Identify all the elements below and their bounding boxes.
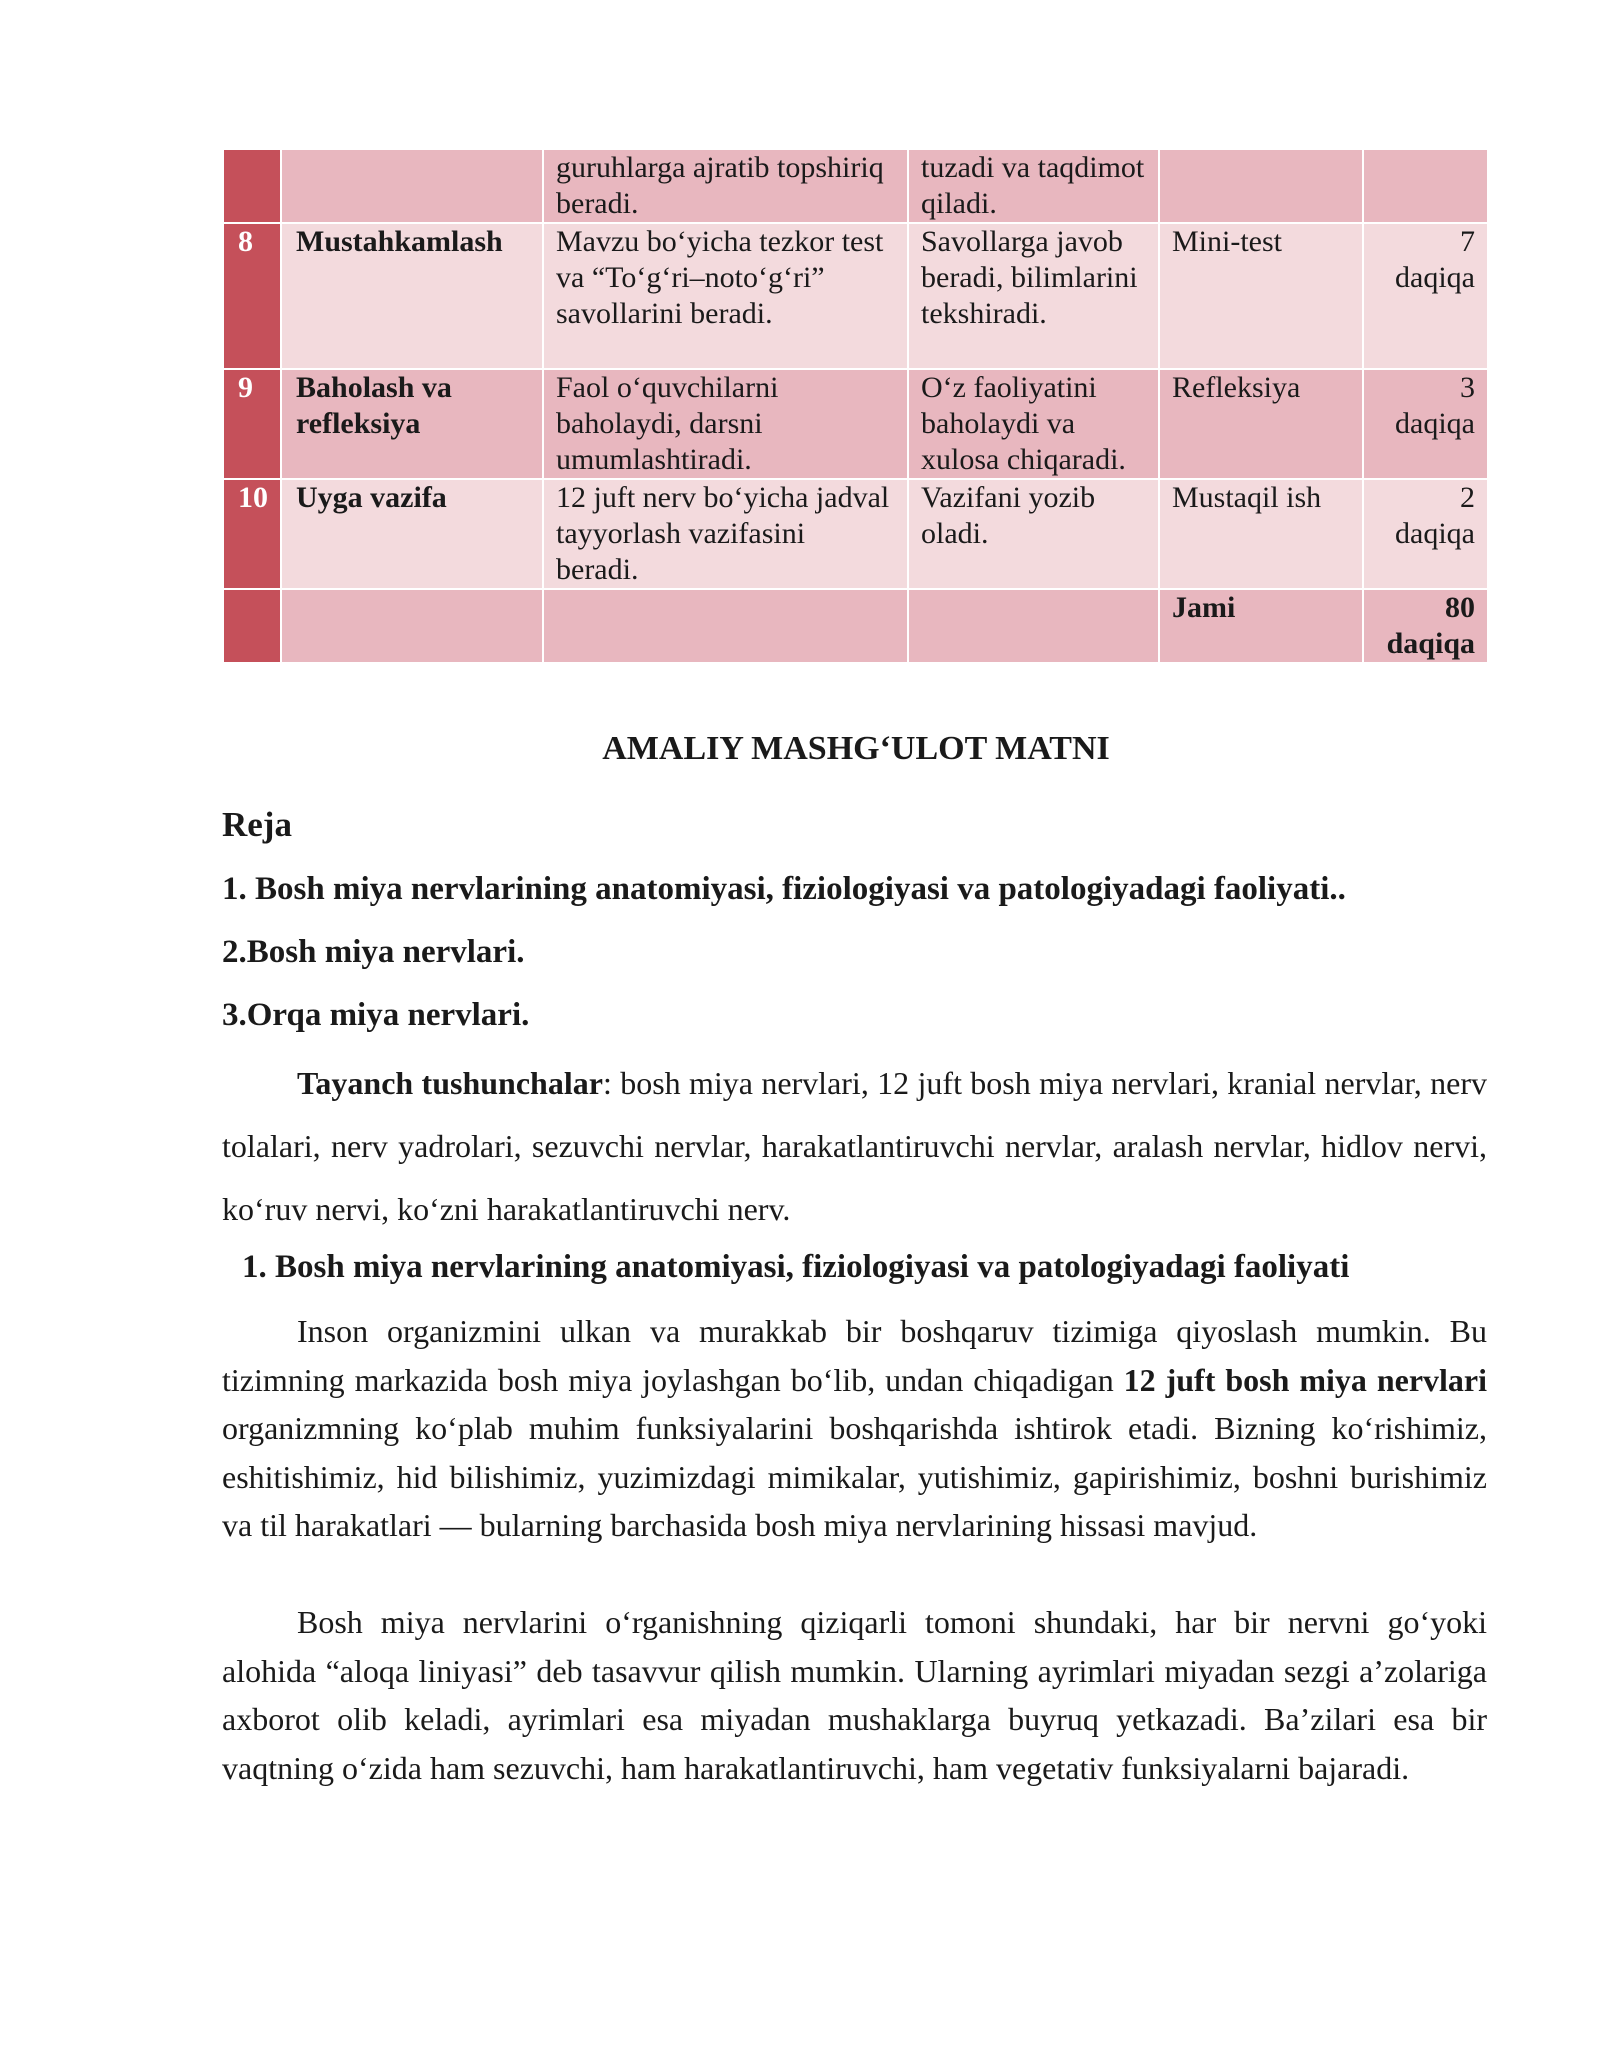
key-concepts-paragraph <box>222 1052 1487 1241</box>
total-duration: 80 daqiqa <box>1363 589 1488 663</box>
row-number: 9 <box>223 369 281 479</box>
teacher-activity: guruhlarga ajratib topshiriq beradi. <box>543 149 908 223</box>
student-activity: O‘z faoliyatini baholaydi va xulosa chiqaradi. <box>908 369 1159 479</box>
lesson-plan-table <box>222 148 1489 664</box>
teacher-activity: Faol o‘quvchilarni baholaydi, darsni umumlashtiradi. <box>543 369 908 479</box>
row-number <box>223 149 281 223</box>
row-number: 10 <box>223 479 281 589</box>
body-text: Inson organizmini ulkan va murakkab bir boshqaruv tizimiga qiyoslash mumkin. Bu tizimning markazida bosh miya joylashgan bo‘lib, undan chiqadigan <box>222 1313 1487 1398</box>
section-heading: AMALIY MASHG‘ULOT MATNI <box>602 730 1110 767</box>
plan-item: 1. Bosh miya nervlarining anatomiyasi, fiziologiyasi va patologiyadagi faoliyati.. <box>222 871 1346 907</box>
duration: 7 daqiqa <box>1363 223 1488 369</box>
method: Refleksiya <box>1159 369 1363 479</box>
table-row <box>223 479 1488 589</box>
body-text: organizmning ko‘plab muhim funksiyalarini boshqarishda ishtirok etadi. Bizning ko‘rishimiz, eshitishimiz, hid bilishimiz, yuzimizdagi mimikalar, yutishimiz, gapirishimiz, boshni burishimiz va til harakatlari — bularning barchasida bosh miya nervlarining hissasi mavjud. <box>222 1410 1487 1544</box>
row-number: 8 <box>223 223 281 369</box>
duration <box>1363 149 1488 223</box>
plan-item: 2.Bosh miya nervlari. <box>222 934 525 970</box>
plan-item: 3.Orqa miya nervlari. <box>222 997 530 1033</box>
duration: 2 daqiqa <box>1363 479 1488 589</box>
key-concepts-text: : bosh miya nervlari, 12 juft bosh miya nervlari, kranial nervlar, nerv tolalari, nerv yadrolari, sezuvchi nervlar, harakatlantiruvchi nervlar, aralash nervlar, hidlov nervi, ko‘ruv nervi, ko‘zni harakatlantiruvchi nerv. <box>222 1065 1488 1227</box>
stage-name: Uyga vazifa <box>281 479 543 589</box>
student-activity: Vazifani yozib oladi. <box>908 479 1159 589</box>
method: Mustaqil ish <box>1159 479 1363 589</box>
stage-name <box>281 149 543 223</box>
teacher-activity: 12 juft nerv bo‘yicha jadval tayyorlash vazifasini beradi. <box>543 479 908 589</box>
plan-title: Reja <box>222 805 292 844</box>
key-concepts-label: Tayanch tushunchalar <box>297 1065 603 1101</box>
stage-name <box>281 589 543 663</box>
section-title: 1. Bosh miya nervlarining anatomiyasi, fiziologiyasi va patologiyadagi faoliyati <box>242 1249 1350 1285</box>
table-row <box>223 369 1488 479</box>
method <box>1159 149 1363 223</box>
teacher-activity: Mavzu bo‘yicha tezkor test va “To‘g‘ri–noto‘g‘ri” savollarini beradi. <box>543 223 908 369</box>
method: Mini-test <box>1159 223 1363 369</box>
table-row <box>223 223 1488 369</box>
student-activity: Savollarga javob beradi, bilimlarini tekshiradi. <box>908 223 1159 369</box>
table-row <box>223 149 1488 223</box>
teacher-activity <box>543 589 908 663</box>
total-label: Jami <box>1159 589 1363 663</box>
table-row <box>223 589 1488 663</box>
student-activity <box>908 589 1159 663</box>
body-paragraph: Bosh miya nervlarini o‘rganishning qiziqarli tomoni shundaki, har bir nervni go‘yoki alohida “aloqa liniyasi” deb tasavvur qilish mumkin. Ularning ayrimlari miyadan sezgi a’zolariga axborot olib keladi, ayrimlari esa miyadan mushaklarga buyruq yetkazadi. Ba’zilari esa bir vaqtning o‘zida ham sezuvchi, ham harakatlantiruvchi, ham vegetativ funksiyalarni bajaradi. <box>222 1604 1487 1786</box>
row-number <box>223 589 281 663</box>
stage-name: Mustahkamlash <box>281 223 543 369</box>
stage-name: Baholash va refleksiya <box>281 369 543 479</box>
body-paragraph <box>222 1307 1487 1550</box>
duration: 3 daqiqa <box>1363 369 1488 479</box>
student-activity: tuzadi va taqdimot qiladi. <box>908 149 1159 223</box>
body-bold-text: 12 juft bosh miya nervlari <box>1123 1361 1487 1398</box>
